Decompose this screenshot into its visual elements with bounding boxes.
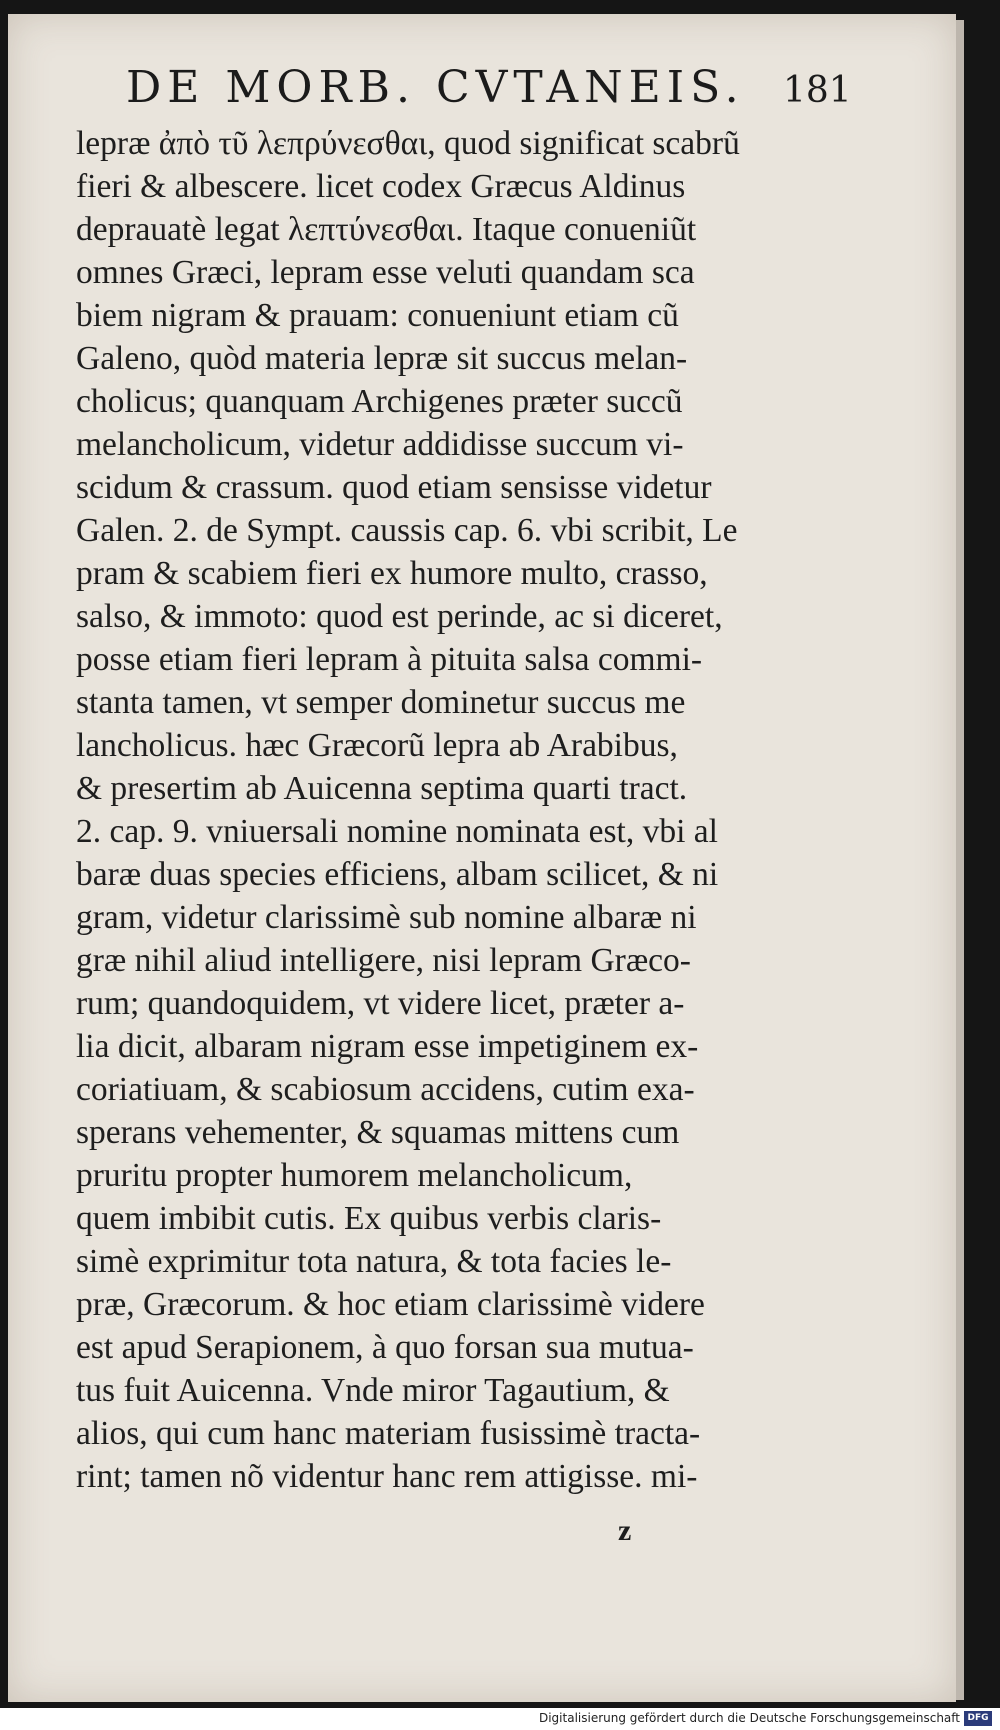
text-line: rum; quandoquidem, vt videre licet, præter a- bbox=[76, 985, 685, 1022]
page-header bbox=[8, 52, 956, 122]
text-line: Galeno, quòd materia lepræ sit succus melan- bbox=[76, 340, 688, 377]
text-line: posse etiam fieri lepram à pituita salsa commi- bbox=[76, 641, 703, 678]
footer-credit: Digitalisierung gefördert durch die Deutsche Forschungsgemeinschaft bbox=[538, 1711, 960, 1725]
text-line: pruritu propter humorem melancholicum, bbox=[76, 1157, 633, 1194]
text-line: & presertim ab Auicenna septima quarti tract. bbox=[76, 770, 688, 807]
text-line: lancholicus. hæc Græcorũ lepra ab Arabibus, bbox=[76, 727, 678, 764]
text-line: simè exprimitur tota natura, & tota facies le- bbox=[76, 1243, 672, 1280]
text-line: deprauatè legat λεπτύνεσθαι. Itaque conueniũt bbox=[76, 211, 697, 248]
text-line: stanta tamen, vt semper dominetur succus me bbox=[76, 684, 686, 721]
text-line: baræ duas species efficiens, albam scilicet, & ni bbox=[76, 856, 719, 893]
book-page bbox=[8, 14, 956, 1702]
running-head: DE MORB. CVTANEIS. bbox=[126, 62, 745, 113]
text-line: biem nigram & prauam: conueniunt etiam cũ bbox=[76, 297, 679, 334]
text-line: est apud Serapionem, à quo forsan sua mutua- bbox=[76, 1329, 694, 1366]
text-line: coriatiuam, & scabiosum accidens, cutim exa- bbox=[76, 1071, 695, 1108]
text-line: rint; tamen nõ videntur hanc rem attigisse. mi- bbox=[76, 1458, 698, 1495]
text-line: melancholicum, videtur addidisse succum vi- bbox=[76, 426, 684, 463]
text-line: præ, Græcorum. & hoc etiam clarissimè videre bbox=[76, 1286, 705, 1323]
text-line: omnes Græci, lepram esse veluti quandam sca bbox=[76, 254, 695, 291]
text-line: fieri & albescere. licet codex Græcus Aldinus bbox=[76, 168, 686, 205]
text-line: lepræ ἀπὸ τῦ λεπρύνεσθαι, quod significat scabrũ bbox=[76, 125, 740, 162]
text-line: quem imbibit cutis. Ex quibus verbis claris- bbox=[76, 1200, 662, 1237]
text-line: pram & scabiem fieri ex humore multo, crasso, bbox=[76, 555, 708, 592]
text-line: tus fuit Auicenna. Vnde miror Tagautium, & bbox=[76, 1372, 670, 1409]
text-line: cholicus; quanquam Archigenes præter succũ bbox=[76, 383, 683, 420]
body-text bbox=[76, 122, 836, 1498]
text-line: lia dicit, albaram nigram esse impetiginem ex- bbox=[76, 1028, 699, 1065]
text-line: alios, qui cum hanc materiam fusissimè tracta- bbox=[76, 1415, 701, 1452]
page-number: 181 bbox=[783, 70, 852, 111]
text-line: 2. cap. 9. vniuersali nomine nominata est, vbi al bbox=[76, 813, 718, 850]
text-line: græ nihil aliud intelligere, nisi lepram Græco- bbox=[76, 942, 691, 979]
dfg-logo-icon: DFG bbox=[964, 1711, 992, 1726]
page-edge bbox=[956, 20, 964, 1700]
text-line: Galen. 2. de Sympt. caussis cap. 6. vbi scribit, Le bbox=[76, 512, 738, 549]
text-line: sperans vehementer, & squamas mittens cum bbox=[76, 1114, 680, 1151]
text-line: gram, videtur clarissimè sub nomine albaræ ni bbox=[76, 899, 697, 936]
signature-mark: z bbox=[618, 1514, 632, 1547]
footer-bar bbox=[0, 1708, 1000, 1730]
text-line: salso, & immoto: quod est perinde, ac si diceret, bbox=[76, 598, 723, 635]
text-line: scidum & crassum. quod etiam sensisse videtur bbox=[76, 469, 712, 506]
